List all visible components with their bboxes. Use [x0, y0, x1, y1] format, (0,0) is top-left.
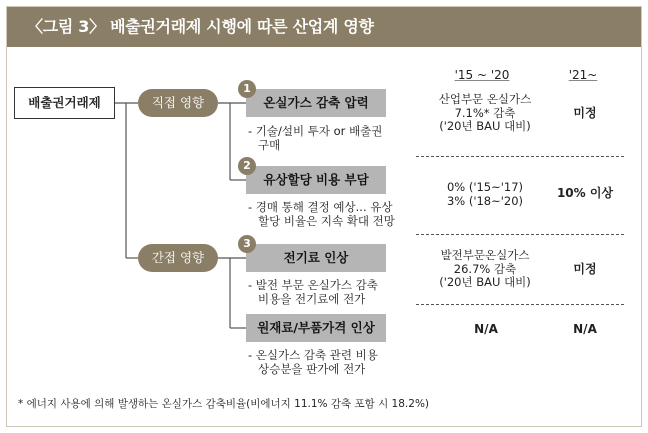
item-desc-4-line-2: 상승분을 판가에 전가	[258, 362, 366, 376]
item-desc-3-line-2: 비용을 전기료에 전가	[258, 292, 366, 306]
footnote: * 에너지 사용에 의해 발생하는 온실가스 감축비율(비에너지 11.1% 감축 포함 시 18.2%)	[18, 398, 430, 410]
item-box-3: 전기료 인상	[246, 244, 386, 272]
item-box-2: 유상할당 비용 부담	[246, 166, 386, 194]
item-4-period1: N/A	[474, 322, 498, 336]
item-desc-3-line-1: - 발전 부문 온실가스 감축	[248, 278, 378, 292]
item-desc-4	[248, 348, 378, 376]
row-divider	[416, 156, 624, 157]
item-2-period1	[416, 181, 554, 208]
item-2-period1-line-2: 3% ('18~'20)	[446, 193, 524, 208]
item-desc-2-line-2: 할당 비율은 지속 확대 전망	[258, 214, 395, 228]
item-box-4: 원재료/부품가격 인상	[246, 314, 386, 342]
item-desc-2	[248, 200, 395, 228]
row-divider	[416, 234, 624, 235]
item-3-period1-line-1: 발전부문온실가스	[440, 248, 530, 262]
item-1-period2: 미정	[573, 106, 597, 120]
item-4-period2: N/A	[573, 322, 597, 336]
item-desc-1-line-1: - 기술/설비 투자 or 배출권	[248, 124, 383, 138]
item-box-1: 온실가스 감축 압력	[246, 89, 386, 117]
item-2-period2: 10% 이상	[556, 186, 614, 200]
column-header-period2: '21~	[568, 68, 598, 82]
item-3-period1-line-3: ('20년 BAU 대비)	[439, 275, 531, 289]
item-desc-1	[248, 124, 382, 152]
item-number-3: 3	[238, 235, 256, 253]
item-desc-1-line-2: 구매	[258, 138, 281, 152]
column-header-period1: '15 ~ '20	[454, 68, 510, 82]
indirect-impact-pill: 간접 영향	[138, 244, 218, 272]
item-3-period2: 미정	[573, 262, 597, 276]
item-number-1: 1	[238, 80, 256, 98]
item-3-period1-line-2: 26.7% 감축	[453, 261, 517, 276]
item-desc-2-line-1: - 경매 통해 결정 예상... 유상	[248, 200, 393, 214]
item-1-period1-line-3: ('20년 BAU 대비)	[439, 119, 531, 133]
item-1-period1-line-1: 산업부문 온실가스	[438, 92, 532, 106]
root-node: 배출권거래제	[14, 87, 115, 119]
item-2-period1-line-1: 0% ('15~'17)	[446, 180, 524, 194]
item-1-period1	[416, 93, 554, 134]
item-number-2: 2	[238, 157, 256, 175]
row-divider	[416, 304, 624, 305]
item-desc-3	[248, 278, 378, 306]
direct-impact-pill: 직접 영향	[138, 89, 218, 117]
figure-title: 〈그림 3〉 배출권거래제 시행에 따른 산업계 영향	[7, 7, 641, 47]
item-desc-4-line-1: - 온실가스 감축 관련 비용	[248, 348, 378, 362]
item-3-period1	[416, 249, 554, 290]
item-1-period1-line-2: 7.1%* 감축	[454, 105, 516, 120]
